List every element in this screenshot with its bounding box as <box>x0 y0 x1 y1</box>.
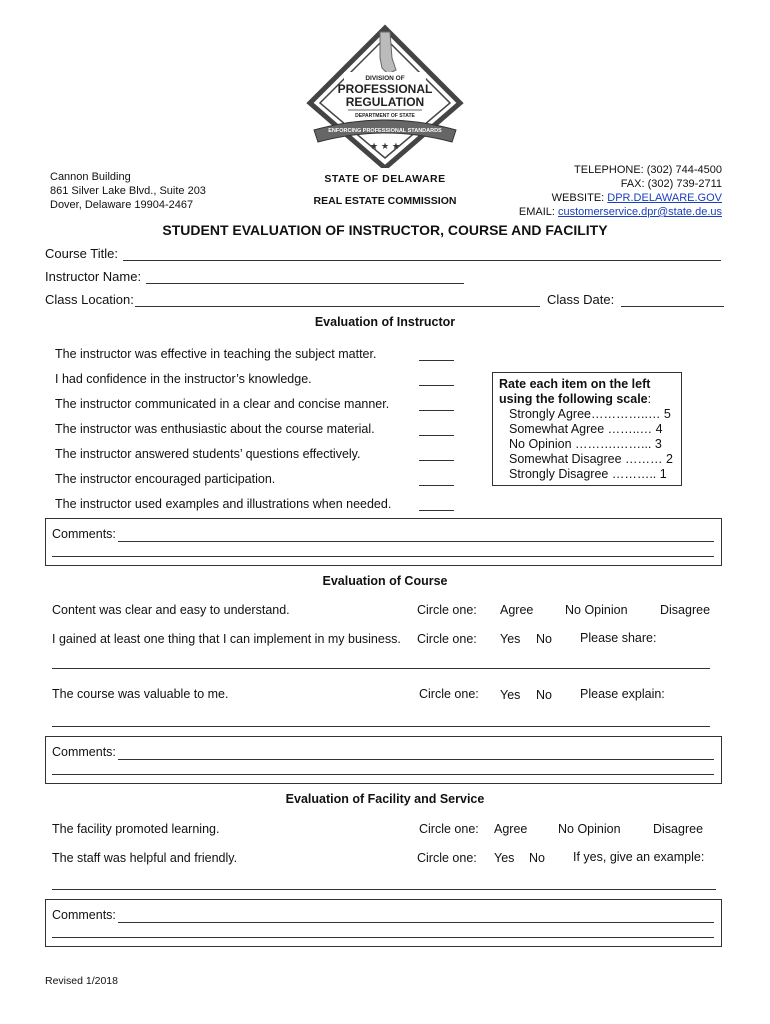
scale-row: Somewhat Agree ……..… 4 <box>509 422 663 436</box>
rating-scale-box <box>492 372 682 486</box>
instructor-item: I had confidence in the instructor’s knowledge. <box>55 372 312 386</box>
facility-section-heading: Evaluation of Facility and Service <box>285 792 485 806</box>
circle-one-label: Circle one: <box>417 851 477 865</box>
option-no-opinion[interactable]: No Opinion <box>565 603 628 617</box>
division-of-professional-regulation-logo <box>300 18 470 168</box>
comment-line[interactable] <box>52 937 714 938</box>
facility-q1: The facility promoted learning. <box>52 822 220 836</box>
comments-label: Comments: <box>52 745 116 759</box>
course-section-heading: Evaluation of Course <box>322 574 448 588</box>
class-location-line[interactable] <box>135 306 540 307</box>
instructor-item: The instructor was enthusiastic about the course material. <box>55 422 375 436</box>
option-yes[interactable]: Yes <box>500 632 521 646</box>
scale-title-colon: : <box>647 392 652 406</box>
circle-one-label: Circle one: <box>417 632 477 646</box>
address-city: Dover, Delaware 19904-2467 <box>50 199 194 211</box>
website-label: WEBSITE: <box>551 192 608 204</box>
course-q3: The course was valuable to me. <box>52 687 229 701</box>
logo-line4: DEPARTMENT OF STATE <box>355 113 415 119</box>
facility-comments-box[interactable] <box>45 899 722 947</box>
rating-blank[interactable] <box>419 510 454 511</box>
rating-blank[interactable] <box>419 435 454 436</box>
course-q2: I gained at least one thing that I can implement in my business. <box>52 632 401 646</box>
comment-line[interactable] <box>52 774 714 775</box>
course-title-label: Course Title: <box>45 246 118 261</box>
rating-blank[interactable] <box>419 410 454 411</box>
please-explain-label: Please explain: <box>580 687 665 701</box>
explain-answer-line[interactable] <box>52 726 710 727</box>
facility-q2: The staff was helpful and friendly. <box>52 851 238 865</box>
course-comments-box[interactable] <box>45 736 722 784</box>
example-answer-line[interactable] <box>52 889 716 890</box>
class-date-line[interactable] <box>621 306 724 307</box>
state-name: STATE OF DELAWARE <box>324 173 446 185</box>
instructor-comments-box[interactable] <box>45 518 722 566</box>
class-date-label: Class Date: <box>547 292 615 307</box>
logo-line2: PROFESSIONAL <box>337 82 433 96</box>
email-label: EMAIL: <box>518 206 558 218</box>
instructor-item: The instructor was effective in teaching the subject matter. <box>55 347 377 361</box>
comments-label: Comments: <box>52 908 116 922</box>
comment-line[interactable] <box>118 759 714 760</box>
comment-line[interactable] <box>118 541 714 542</box>
scale-row: Strongly Agree…………..… 5 <box>509 407 671 421</box>
class-location-label: Class Location: <box>45 292 134 307</box>
revision-note: Revised 1/2018 <box>45 975 118 987</box>
office-address <box>50 170 206 212</box>
please-share-label: Please share: <box>580 631 657 645</box>
instructor-item: The instructor used examples and illustrations when needed. <box>55 497 392 511</box>
option-disagree[interactable]: Disagree <box>653 822 704 836</box>
circle-one-label: Circle one: <box>419 822 479 836</box>
scale-title-2: using the following scale <box>499 392 648 406</box>
instructor-item: The instructor answered students’ questions effectively. <box>55 447 361 461</box>
rating-blank[interactable] <box>419 360 454 361</box>
commission-name: REAL ESTATE COMMISSION <box>313 195 457 207</box>
logo-banner: ENFORCING PROFESSIONAL STANDARDS <box>328 128 442 134</box>
form-title: STUDENT EVALUATION OF INSTRUCTOR, COURSE AND FACILITY <box>162 222 608 238</box>
circle-one-label: Circle one: <box>419 687 479 701</box>
option-no-opinion[interactable]: No Opinion <box>558 822 621 836</box>
comments-label: Comments: <box>52 527 116 541</box>
comment-line[interactable] <box>52 556 714 557</box>
comment-line[interactable] <box>118 922 714 923</box>
option-disagree[interactable]: Disagree <box>660 603 711 617</box>
instructor-item: The instructor communicated in a clear and concise manner. <box>55 397 390 411</box>
contact-info <box>519 163 722 219</box>
website-link[interactable]: DPR.DELAWARE.GOV <box>607 192 722 204</box>
course-q1: Content was clear and easy to understand. <box>52 603 290 617</box>
instructor-name-line[interactable] <box>146 283 464 284</box>
telephone: TELEPHONE: (302) 744-4500 <box>574 164 722 176</box>
scale-row: Strongly Disagree ……….. 1 <box>509 467 667 481</box>
option-no[interactable]: No <box>536 632 552 646</box>
logo-stars: ★ ★ ★ <box>370 142 400 152</box>
fax: FAX: (302) 739-2711 <box>620 178 722 190</box>
course-title-line[interactable] <box>123 260 721 261</box>
logo-line1: DIVISION OF <box>365 75 405 82</box>
option-yes[interactable]: Yes <box>494 851 515 865</box>
example-label: If yes, give an example: <box>573 850 705 864</box>
instructor-section-heading: Evaluation of Instructor <box>314 315 456 329</box>
instructor-name-label: Instructor Name: <box>45 269 142 284</box>
share-answer-line[interactable] <box>52 668 710 669</box>
scale-row: No Opinion ……….……... 3 <box>509 437 662 451</box>
address-building: Cannon Building <box>50 171 131 183</box>
option-yes[interactable]: Yes <box>500 688 521 702</box>
scale-title-1: Rate each item on the left <box>499 377 651 391</box>
scale-row: Somewhat Disagree ……… 2 <box>509 452 673 466</box>
rating-blank[interactable] <box>419 385 454 386</box>
rating-blank[interactable] <box>419 460 454 461</box>
address-street: 861 Silver Lake Blvd., Suite 203 <box>50 185 206 197</box>
option-no[interactable]: No <box>529 851 545 865</box>
option-agree[interactable]: Agree <box>500 603 534 617</box>
rating-blank[interactable] <box>419 485 454 486</box>
option-no[interactable]: No <box>536 688 552 702</box>
circle-one-label: Circle one: <box>417 603 477 617</box>
option-agree[interactable]: Agree <box>494 822 528 836</box>
email-link[interactable]: customerservice.dpr@state.de.us <box>557 206 722 218</box>
logo-line3: REGULATION <box>345 95 425 109</box>
instructor-item: The instructor encouraged participation. <box>55 472 276 486</box>
